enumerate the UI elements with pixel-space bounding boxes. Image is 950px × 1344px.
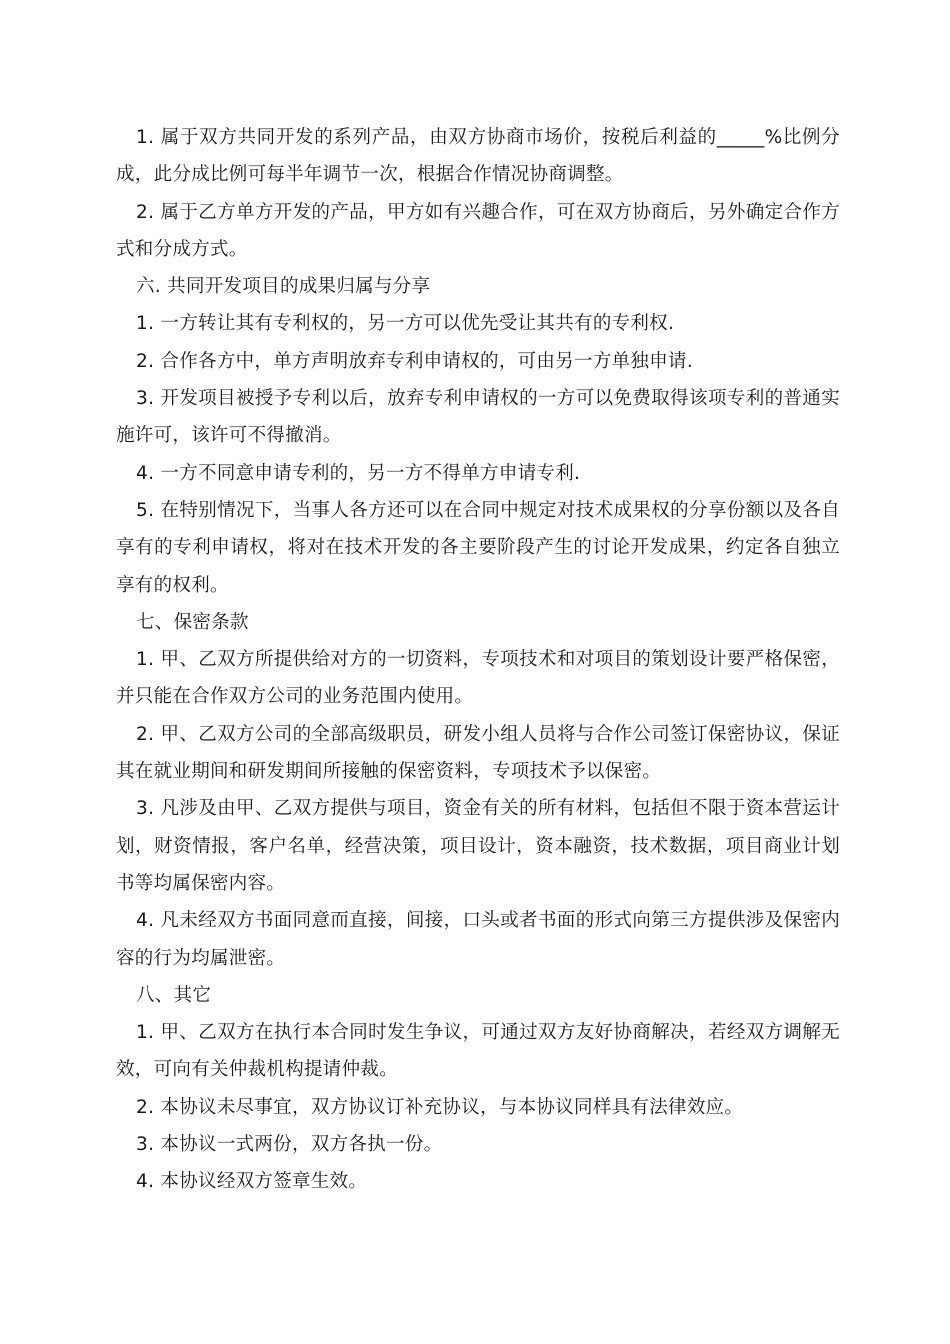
clause-6-item-1: 1. 一方转让其有专利权的，另一方可以优先受让其共有的专利权.	[136, 313, 675, 335]
clause-7-item-2: 2. 甲、乙双方公司的全部高级职员，研发小组人员将与合作公司签订保密协议，保证其在就业期间和研发期间所接触的保密资料，专项技术予以保密。	[116, 723, 840, 783]
clause-8-item-3: 3. 本协议一式两份，双方各执一份。	[136, 1134, 443, 1156]
section-heading-6: 六. 共同开发项目的成果归属与分享	[136, 276, 431, 298]
section-heading-7: 七、保密条款	[136, 611, 249, 633]
clause-6-item-2: 2. 合作各方中，单方声明放弃专利申请权的，可由另一方单独申请.	[136, 350, 694, 372]
clause-7-item-3: 3. 凡涉及由甲、乙双方提供与项目，资金有关的所有材料，包括但不限于资本营运计划，财资情报，客户名单，经营决策，项目设计，资本融资，技术数据，项目商业计划书等均属保密内容。	[116, 798, 840, 894]
clause-7-item-1: 1. 甲、乙双方所提供给对方的一切资料，专项技术和对项目的策划设计要严格保密，并只能在合作双方公司的业务范围内使用。	[116, 649, 840, 708]
clause-8-item-2: 2. 本协议未尽事宜，双方协议订补充协议，与本协议同样具有法律效应。	[136, 1096, 744, 1118]
clause-6-item-5: 5. 在特别情况下，当事人各方还可以在合同中规定对技术成果权的分享份额以及各自享有的专利申请权，将对在技术开发的各主要阶段产生的讨论开发成果，约定各自独立享有的权利。	[116, 499, 840, 596]
clause-5-item-2: 2. 属于乙方单方开发的产品，甲方如有兴趣合作，可在双方协商后，另外确定合作方式和分成方式。	[116, 201, 840, 260]
clause-8-item-1: 1. 甲、乙双方在执行本合同时发生争议，可通过双方友好协商解决，若经双方调解无效，可向有关仲裁机构提请仲裁。	[116, 1022, 840, 1081]
clause-5-item-1: 1. 属于双方共同开发的系列产品，由双方协商市场价，按税后利益的_____%比例分成，此分成比例可每半年调节一次，根据合作情况协商调整。	[116, 127, 840, 186]
document-body	[116, 119, 840, 1201]
clause-6-item-3: 3. 开发项目被授予专利以后，放弃专利申请权的一方可以免费取得该项专利的普通实施许可，该许可不得撤消。	[116, 388, 840, 447]
clause-6-item-4: 4. 一方不同意申请专利的，另一方不得单方申请专利.	[136, 462, 581, 484]
section-heading-8: 八、其它	[136, 984, 212, 1006]
clause-7-item-4: 4. 凡未经双方书面同意而直接，间接，口头或者书面的形式向第三方提供涉及保密内容的行为均属泄密。	[116, 910, 840, 969]
clause-8-item-4: 4. 本协议经双方签章生效。	[136, 1171, 368, 1193]
